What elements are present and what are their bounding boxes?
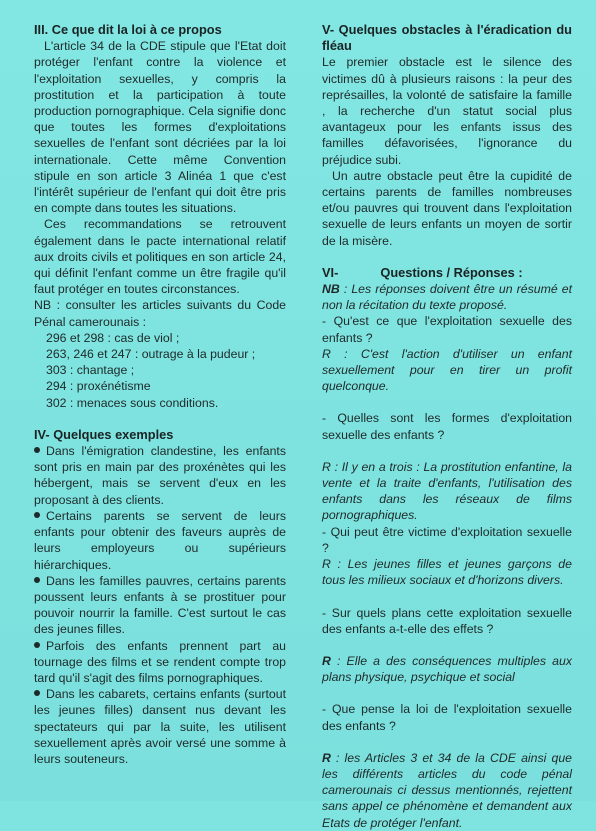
section-3-title: III. Ce que dit la loi à ce propos (34, 22, 222, 37)
question-4: - Sur quels plans cette exploitation sexuelle des enfants a-t-elle des effets ? (322, 605, 572, 636)
penal-code-item: 303 : chantage ; (46, 363, 135, 378)
bullet-icon (34, 642, 40, 648)
answer-3: R : Les jeunes filles et jeunes garçons de tous les milieux sociaux et d'horizons divers. (322, 557, 572, 588)
example-item: Certains parents se servent de leurs enfants pour obtenir des faveurs auprès de leurs employeurs ou supérieurs hiérarchiques. (34, 508, 286, 572)
bullet-icon (34, 577, 40, 583)
question-1: - Qu'est ce que l'exploitation sexuelle des enfants ? (322, 314, 572, 345)
penal-code-list (34, 330, 286, 411)
qa-nb: NB : Les réponses doivent être un résumé et non la récitation du texte proposé. (322, 282, 572, 313)
penal-code-item: 302 : menaces sous conditions. (46, 395, 219, 410)
right-column (322, 22, 572, 831)
example-item: Dans les familles pauvres, certains parents poussent leurs enfants à se prostituer pour pouvoir nourrir la famille. C'est surtout le cas des jeunes filles. (34, 573, 286, 637)
penal-code-item: 294 : proxénétisme (46, 379, 151, 394)
bullet-icon (34, 690, 40, 696)
section-5-paragraph-1: Le premier obstacle est le silence des victimes dû à plusieurs raisons : la peur des représailles, la volonté de satisfaire la famille , la recherche d'un statut social plus avantageux pour les enfants issus des familles défavorisées, l'ignorance du préjudice subi. (322, 55, 572, 167)
section-6-title: VI- Questions / Réponses : (322, 264, 523, 280)
bullet-icon (34, 512, 40, 518)
section-5-title: V- Quelques obstacles à l'éradication du fléau (322, 22, 572, 54)
penal-code-item: 296 et 298 : cas de viol ; (46, 330, 180, 345)
section-3-nb: NB : consulter les articles suivants du Code Pénal camerounais : (34, 298, 286, 329)
section-3-paragraph-1: L'article 34 de la CDE stipule que l'Etat doit protéger l'enfant contre la violence et l'exploitation sexuelles, y compris la prostitution et la participation à toute production pornographique. Cela signifie donc que toutes les formes d'exploitations sexuelles de l'enfant sont décriées par la loi internationale. Cette même Convention stipule en son article 3 Alinéa 1 que c'est l'intérêt supérieur de l'enfant qui doit être pris en compte dans toutes les situations. (34, 39, 286, 216)
penal-code-item: 263, 246 et 247 : outrage à la pudeur ; (46, 347, 256, 362)
answer-2: R : Il y en a trois : La prostitution enfantine, la vente et la traite d'enfants, l'utilisation des enfants dans les réseaux de films pornographiques. (322, 459, 572, 523)
example-item: Dans les cabarets, certains enfants (surtout les jeunes filles) dansent nus devant les spectateurs qui par la suite, les utilisent sexuellement après avoir versé une somme à leurs souteneurs. (34, 687, 286, 766)
answer-1: R : C'est l'action d'utiliser un enfant sexuellement pour en tirer un profit quelconque. (322, 346, 572, 394)
section-4-title: IV- Quelques exemples (34, 426, 174, 442)
answer-5: R : les Articles 3 et 34 de la CDE ainsi que les différents articles du code pénal camerounais ci dessus mentionnés, rejettent sans appel ce phénomène et demandent aux Etats de protéger l'enfant. (322, 750, 572, 830)
section-5-paragraph-2: Un autre obstacle peut être la cupidité de certains parents de familles nombreuses et/ou pauvres qui trouvent dans l'exploitation sexuelle de leurs enfants un moyen de sortir de la misère. (322, 168, 572, 248)
left-column (34, 22, 286, 767)
question-2: - Quelles sont les formes d'exploitation sexuelle des enfants ? (322, 411, 572, 442)
question-3: - Qui peut être victime d'exploitation sexuelle ? (322, 524, 572, 555)
example-item: Dans l'émigration clandestine, les enfants sont pris en main par des proxénètes qui les hébergent, mais se servent d'eux en les proposant à des clients. (34, 444, 286, 507)
example-item: Parfois des enfants prennent part au tournage des films et se rendent compte trop tard qu'il s'agit des films pornographiques. (34, 638, 286, 685)
section-3-paragraph-2: Ces recommandations se retrouvent également dans le pacte international relatif aux droits civils et politiques en son article 24, qui définit l'enfant comme un être fragile qu'il faut protéger en toutes circonstances. (34, 217, 286, 297)
answer-4: R : Elle a des conséquences multiples aux plans physique, psychique et social (322, 653, 572, 685)
bullet-icon (34, 447, 40, 453)
question-5: - Que pense la loi de l'exploitation sexuelle des enfants ? (322, 702, 572, 733)
